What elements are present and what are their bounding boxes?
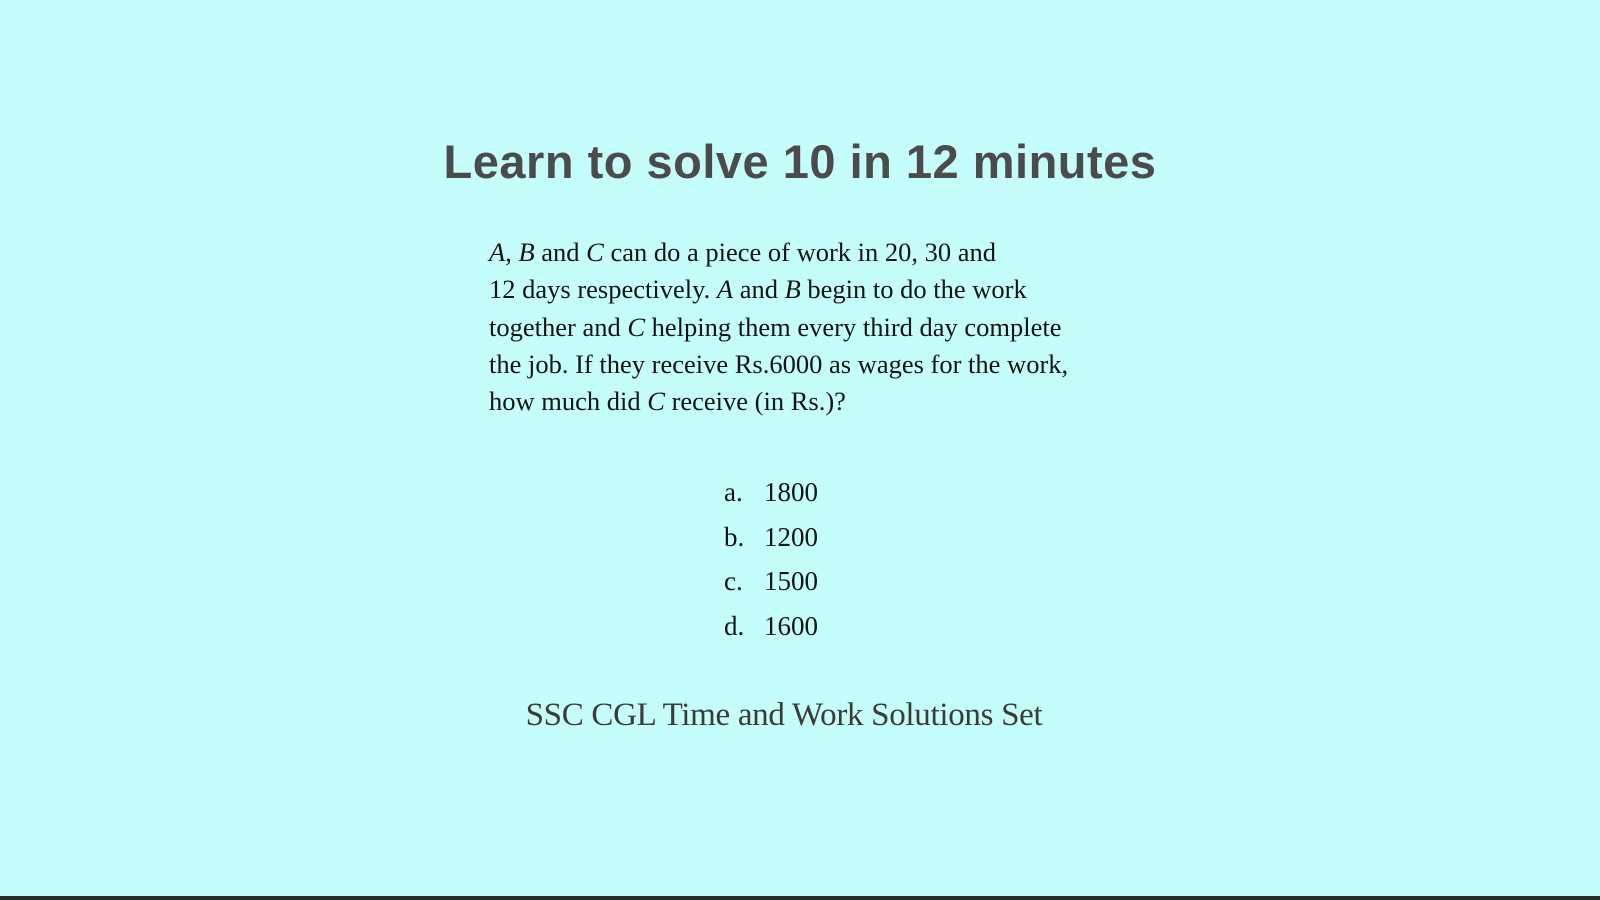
variable-name: A — [716, 274, 734, 305]
option-value: 1500 — [764, 566, 818, 597]
question-line — [489, 234, 1169, 271]
option-row — [724, 515, 818, 560]
bottom-border — [0, 896, 1600, 900]
question-segment: together and — [489, 311, 628, 342]
option-value: 1200 — [764, 521, 818, 552]
question-line — [489, 346, 1169, 383]
question-segment: , — [505, 237, 519, 267]
option-letter: a. — [724, 476, 743, 507]
option-row — [724, 559, 818, 604]
option-row — [724, 604, 818, 649]
question-segment: begin to do the work — [800, 274, 1027, 305]
option-letter: d. — [724, 610, 745, 641]
variable-name: C — [586, 237, 604, 267]
question-segment: and — [534, 237, 587, 267]
question-text — [489, 234, 1169, 420]
option-value: 1800 — [764, 476, 818, 507]
option-value: 1600 — [764, 610, 818, 641]
variable-name: C — [647, 386, 665, 417]
question-segment: receive (in Rs.)? — [664, 386, 846, 417]
option-letter: b. — [724, 521, 745, 552]
question-line — [489, 309, 1169, 346]
page-title: Learn to solve 10 in 12 minutes — [443, 135, 1157, 188]
question-segment: helping them every third day complete — [645, 311, 1062, 342]
question-line — [489, 271, 1169, 308]
question-segment: how much did — [489, 386, 648, 417]
option-row — [724, 470, 818, 515]
variable-name: C — [627, 311, 646, 342]
option-letter: c. — [724, 566, 743, 597]
question-segment: the job. If they receive Rs.6000 as wages for the work, — [489, 348, 1069, 379]
variable-name: A — [489, 237, 506, 267]
footer-caption: SSC CGL Time and Work Solutions Set — [525, 697, 1043, 733]
variable-name: B — [518, 237, 535, 267]
question-segment: 12 days respectively. — [489, 274, 717, 305]
question-segment: and — [733, 274, 785, 305]
variable-name: B — [784, 274, 801, 305]
options-list — [724, 470, 818, 649]
question-line — [489, 383, 1169, 420]
question-segment: can do a piece of work in 20, 30 and — [603, 237, 997, 267]
